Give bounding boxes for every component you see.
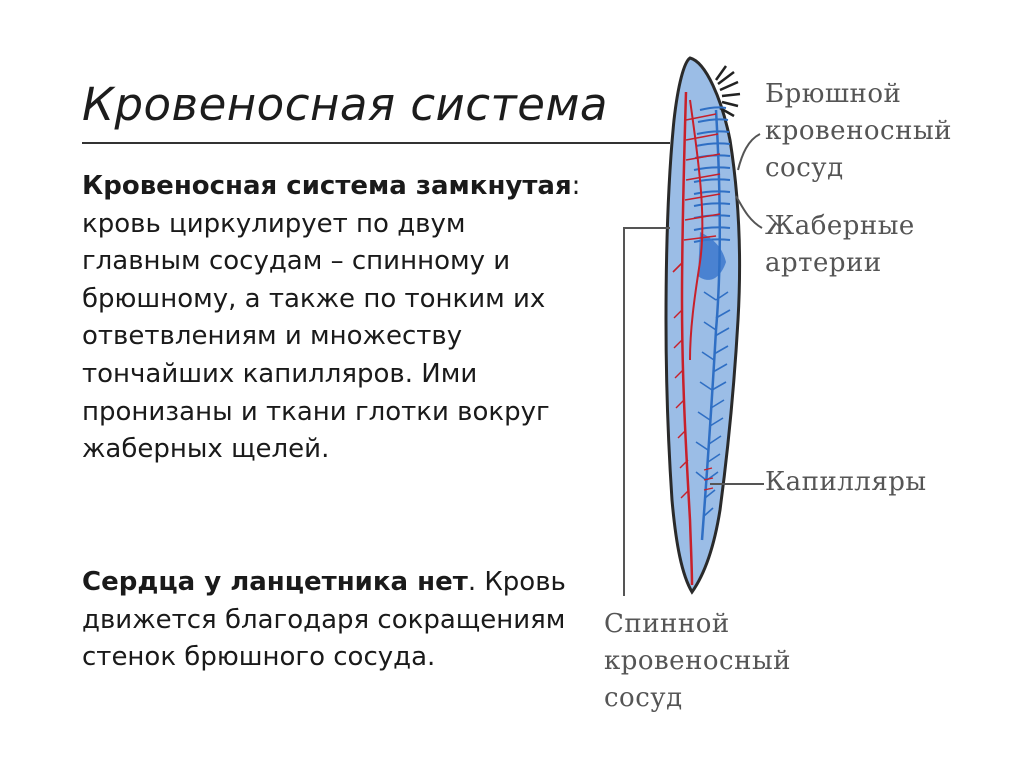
leader-ventral	[738, 134, 760, 170]
leader-dorsal	[624, 228, 670, 596]
label-dorsal-line-1: Спинной	[604, 609, 730, 639]
slide-title: Кровеносная система	[82, 78, 608, 131]
label-ventral-line-2: кровеносный	[765, 116, 952, 146]
label-dorsal-vessel	[604, 606, 791, 717]
paragraph-circulation-text: : кровь циркулирует по двум главным сосудам – спинному и брюшному, а также по тонким их ответвлениям и множеству тончайших капилляров. Ими пронизаны и ткани глотки вокруг жаберных щелей.	[82, 171, 581, 465]
label-dorsal-line-3: сосуд	[604, 683, 683, 713]
label-gill-line-1: Жаберные	[765, 211, 915, 241]
label-capillaries-line-1: Капилляры	[765, 467, 927, 497]
label-gill-arteries	[765, 208, 915, 282]
lancelet-body	[666, 58, 740, 592]
label-capillaries	[765, 464, 927, 501]
label-ventral-vessel	[765, 76, 952, 187]
paragraph-heart-text: . Кровь движется благодаря сокращениям стенок брюшного сосуда.	[82, 567, 566, 673]
label-ventral-line-1: Брюшной	[765, 79, 902, 109]
label-ventral-line-3: сосуд	[765, 153, 844, 183]
paragraph-heart-bold: Сердца у ланцетника нет	[82, 567, 468, 597]
label-gill-line-2: артерии	[765, 248, 882, 278]
label-dorsal-line-2: кровеносный	[604, 646, 791, 676]
paragraph-circulation-bold: Кровеносная система замкнутая	[82, 171, 572, 201]
